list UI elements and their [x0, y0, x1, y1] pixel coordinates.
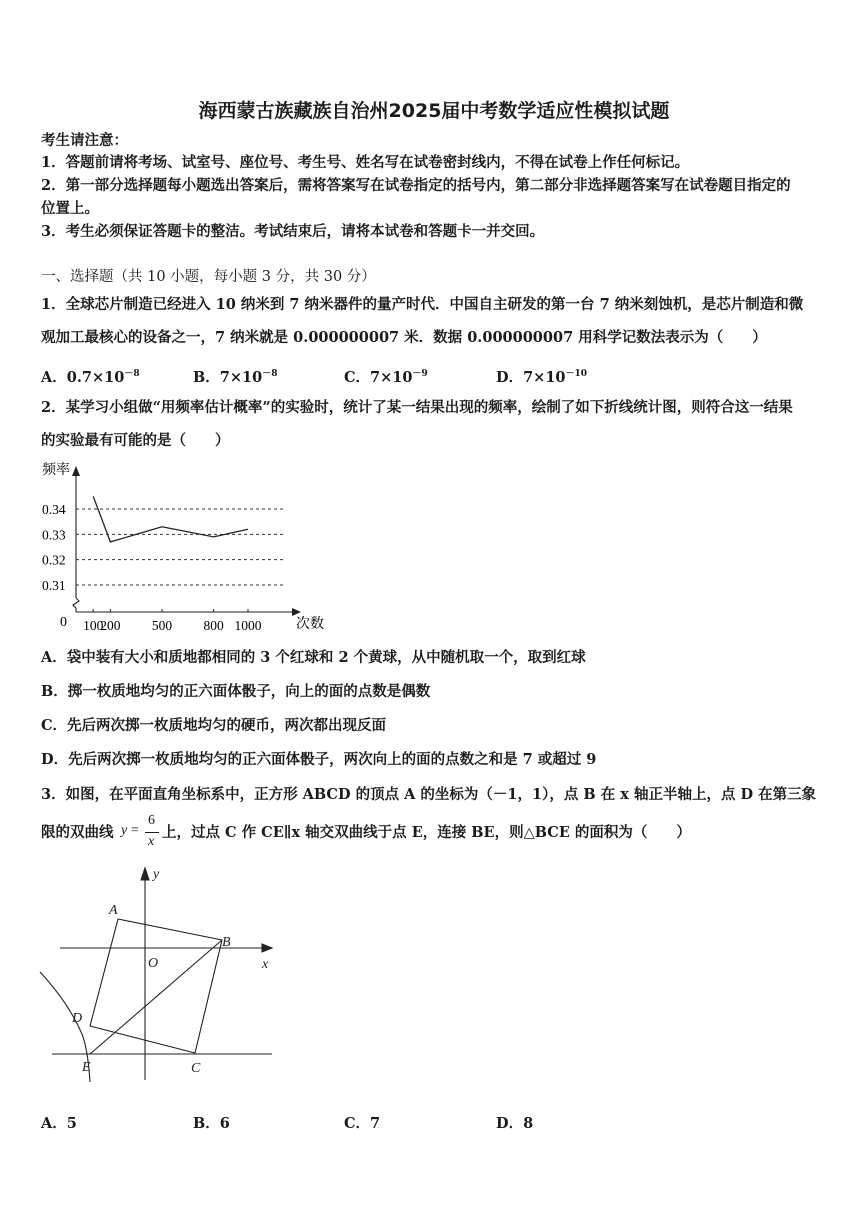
q3-line-2b: 上，过点 C 作 CE∥x 轴交双曲线于点 E，连接 BE，则△BCE 的面积为（ ） — [162, 824, 691, 841]
label-e: E — [82, 1060, 91, 1075]
chart-axis-break — [73, 598, 79, 608]
q1-option-b[interactable] — [193, 364, 277, 388]
label-b: B — [222, 935, 231, 950]
chart-origin-label: 0 — [60, 615, 67, 630]
q1-option-b-label: B．7×10 — [193, 369, 263, 386]
q3-frac-num: 6 — [148, 813, 155, 828]
chart-x-axis-arrow — [292, 608, 301, 616]
q1-option-a-exp: －8 — [124, 369, 140, 379]
chart-series-line — [93, 496, 248, 542]
square-abcd — [90, 919, 222, 1053]
chart-x-tick-label: 200 — [100, 618, 121, 633]
x-axis-arrow — [262, 944, 272, 952]
label-a: A — [109, 903, 118, 918]
frequency-line-chart — [36, 458, 326, 638]
q1-line-2: 观加工最核心的设备之一，7 纳米就是 0.000000007 米．数据 0.000000007 用科学记数法表示为（ ） — [41, 329, 767, 346]
notice-item-2-cont: 位置上。 — [41, 200, 99, 217]
q1-option-b-exp: －8 — [262, 369, 278, 379]
q3-option-b[interactable]: B．6 — [193, 1115, 230, 1132]
q1-line-1: 1．全球芯片制造已经进入 10 纳米到 7 纳米器件的量产时代．中国自主研发的第一台 7 纳米刻蚀机，是芯片制造和微 — [41, 296, 804, 313]
chart-y-tick-label: 0.31 — [42, 578, 66, 593]
chart-x-tick-label: 100 — [83, 618, 104, 633]
q3-option-a[interactable]: A．5 — [41, 1115, 77, 1132]
notice-heading: 考生请注意： — [41, 132, 128, 149]
chart-y-axis-arrow — [72, 466, 80, 476]
chart-y-tick-label: 0.34 — [42, 502, 66, 517]
q3-frac-eq: = — [131, 823, 139, 838]
q1-option-d-exp: －10 — [565, 369, 588, 379]
q3-frac-y: y — [121, 823, 128, 838]
page-title: 海西蒙古族藏族自治州2025届中考数学适应性模拟试题 — [198, 100, 670, 122]
chart-x-tick-label: 800 — [203, 618, 224, 633]
chart-y-tick-label: 0.33 — [42, 527, 66, 543]
q2-option-a[interactable]: A．袋中装有大小和质地都相同的 3 个红球和 2 个黄球，从中随机取一个，取到红球 — [41, 649, 586, 666]
q3-line-2a: 限的双曲线 — [41, 824, 114, 841]
q3-frac-bar — [145, 832, 159, 833]
chart-ylabel: 频率 — [42, 463, 70, 478]
label-y: y — [153, 867, 160, 882]
chart-xlabel: 次数 — [296, 617, 324, 632]
q1-option-c[interactable] — [344, 364, 428, 388]
notice-item-1: 1．答题前请将考场、试室号、座位号、考生号、姓名写在试卷密封线内，不得在试卷上作任何标记。 — [41, 154, 690, 171]
q2-line-1: 2．某学习小组做“用频率估计概率”的实验时，统计了某一结果出现的频率，绘制了如下折线统计图，则符合这一结果 — [41, 399, 793, 416]
q1-option-c-exp: －9 — [412, 369, 428, 379]
q1-option-d[interactable] — [496, 364, 587, 388]
q2-option-c[interactable]: C．先后两次掷一枚质地均匀的硬币，两次都出现反面 — [41, 717, 387, 734]
chart-x-tick-label: 500 — [151, 618, 173, 633]
q2-option-d[interactable]: D．先后两次掷一枚质地均匀的正六面体骰子，两次向上的面的点数之和是 7 或超过 9 — [41, 751, 597, 768]
q3-line-1: 3．如图，在平面直角坐标系中，正方形 ABCD 的顶点 A 的坐标为（－1，1），点 B 在 x 轴正半轴上，点 D 在第三象 — [41, 786, 817, 803]
notice-item-3: 3．考生必须保证答题卡的整洁。考试结束后，请将本试卷和答题卡一并交回。 — [41, 223, 545, 240]
y-axis-arrow — [141, 868, 149, 880]
q1-option-c-label: C．7×10 — [344, 369, 413, 386]
notice-item-2: 2．第一部分选择题每小题选出答案后，需将答案写在试卷指定的括号内，第二部分非选择题答案写在试卷题目指定的 — [41, 177, 791, 194]
square-hyperbola-figure — [36, 860, 286, 1085]
q2-option-b[interactable]: B．掷一枚质地均匀的正六面体骰子，向上的面的点数是偶数 — [41, 683, 431, 700]
label-o: O — [148, 956, 159, 971]
chart-y-tick-label: 0.32 — [42, 552, 66, 568]
q2-line-2: 的实验最有可能的是（ ） — [41, 432, 230, 449]
label-d: D — [72, 1011, 83, 1026]
q3-frac-den: x — [148, 834, 155, 849]
q3-option-d[interactable]: D．8 — [496, 1115, 534, 1132]
label-c: C — [191, 1061, 201, 1076]
q1-option-a[interactable] — [41, 364, 140, 388]
q1-option-a-label: A．0.7×10 — [41, 369, 125, 386]
section-heading: 一、选择题（共 10 小题，每小题 3 分，共 30 分） — [41, 269, 376, 285]
chart-x-tick-label: 1000 — [234, 618, 262, 633]
label-x: x — [262, 957, 269, 972]
q1-option-d-label: D．7×10 — [496, 369, 566, 386]
q3-option-c[interactable]: C．7 — [344, 1115, 381, 1132]
